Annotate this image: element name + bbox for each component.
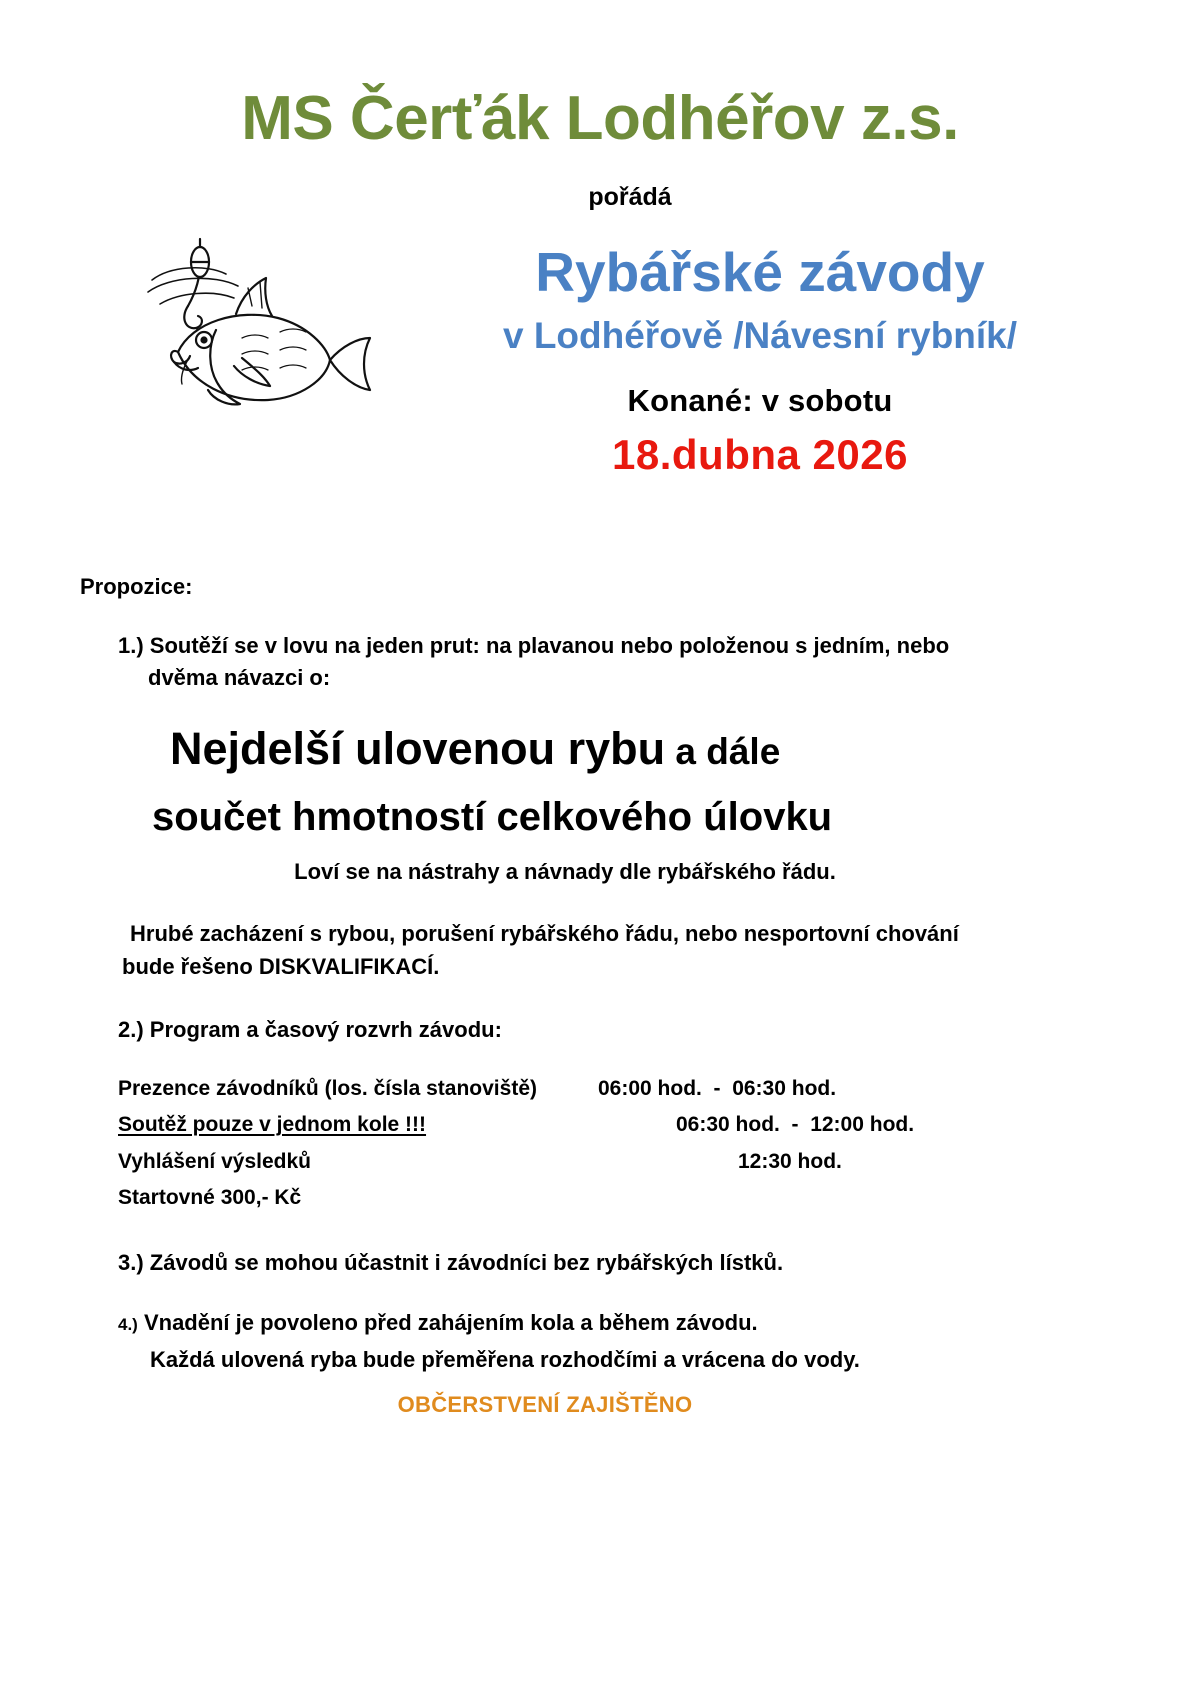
schedule-table bbox=[118, 1071, 1200, 1215]
rule-4-line-1: Vnadění je povoleno před zahájením kola a během závodu. bbox=[137, 1309, 758, 1335]
schedule-label: Vyhlášení výsledků bbox=[118, 1149, 311, 1173]
schedule-label: Prezence závodníků (los. čísla stanoviště) bbox=[118, 1077, 537, 1101]
propozice-label: Propozice: bbox=[80, 574, 193, 599]
event-title: Rybářské závody bbox=[535, 241, 985, 304]
highlight-longest-fish bbox=[170, 724, 1200, 774]
organizes-label: pořádá bbox=[588, 183, 672, 212]
highlight-longest-fish-strong: Nejdelší ulovenou rybu bbox=[170, 722, 666, 774]
table-row bbox=[118, 1144, 1200, 1180]
event-heading-block bbox=[400, 242, 1120, 479]
event-date: 18.dubna 2026 bbox=[612, 430, 908, 478]
warning-line-1: Hrubé zacházení s rybou, porušení rybářského řádu, nebo nesportovní chování bbox=[130, 921, 959, 947]
rule-item-4 bbox=[118, 1306, 1018, 1376]
rules-section bbox=[0, 560, 1200, 1418]
organization-title: MS Čerťák Lodhéřov z.s. bbox=[241, 84, 959, 153]
fish-with-float-and-hook-icon bbox=[130, 234, 380, 434]
refreshments-notice: OBČERSTVENÍ ZAJIŠTĚNO bbox=[397, 1391, 693, 1417]
highlight-longest-fish-soft: a dále bbox=[665, 730, 781, 772]
rule-item-1 bbox=[118, 630, 1018, 694]
rule-1-line-1: 1.) Soutěží se v lovu na jeden prut: na plavanou nebo položenou s jedním, nebo bbox=[118, 633, 950, 658]
rule-item-2: 2.) Program a časový rozvrh závodu: bbox=[118, 1017, 502, 1043]
schedule-label bbox=[118, 1107, 598, 1143]
highlight-total-weight: součet hmotností celkového úlovku bbox=[152, 795, 833, 840]
schedule-label-text: Soutěž pouze v jednom kole !!! bbox=[118, 1113, 427, 1137]
rule-4-line-2: Každá ulovená ryba bude přeměřena rozhodčími a vrácena do vody. bbox=[150, 1346, 860, 1372]
warning-line-2: bude řešeno DISKVALIFIKACÍ. bbox=[122, 954, 440, 980]
schedule-time: 12:30 hod. bbox=[738, 1149, 842, 1173]
event-when: Konané: v sobotu bbox=[627, 382, 893, 418]
table-row bbox=[118, 1071, 1200, 1107]
schedule-time: 06:00 hod. - 06:30 hod. bbox=[598, 1077, 837, 1101]
schedule-time: 06:30 hod. - 12:00 hod. bbox=[676, 1113, 915, 1137]
rule-1-line-2: dvěma návazci o: bbox=[148, 664, 331, 690]
bait-note: Loví se na nástrahy a návnady dle rybářského řádu. bbox=[294, 859, 836, 885]
event-place: v Lodhéřově /Návesní rybník/ bbox=[502, 314, 1018, 356]
rule-4-number: 4.) bbox=[118, 1314, 138, 1334]
rule-item-3: 3.) Závodů se mohou účastnit i závodníci bez rybářských lístků. bbox=[118, 1249, 784, 1275]
disqualification-warning bbox=[122, 917, 1010, 983]
table-row bbox=[118, 1107, 1200, 1143]
hero-section bbox=[0, 234, 1200, 534]
entry-fee: Startovné 300,- Kč bbox=[118, 1185, 302, 1209]
